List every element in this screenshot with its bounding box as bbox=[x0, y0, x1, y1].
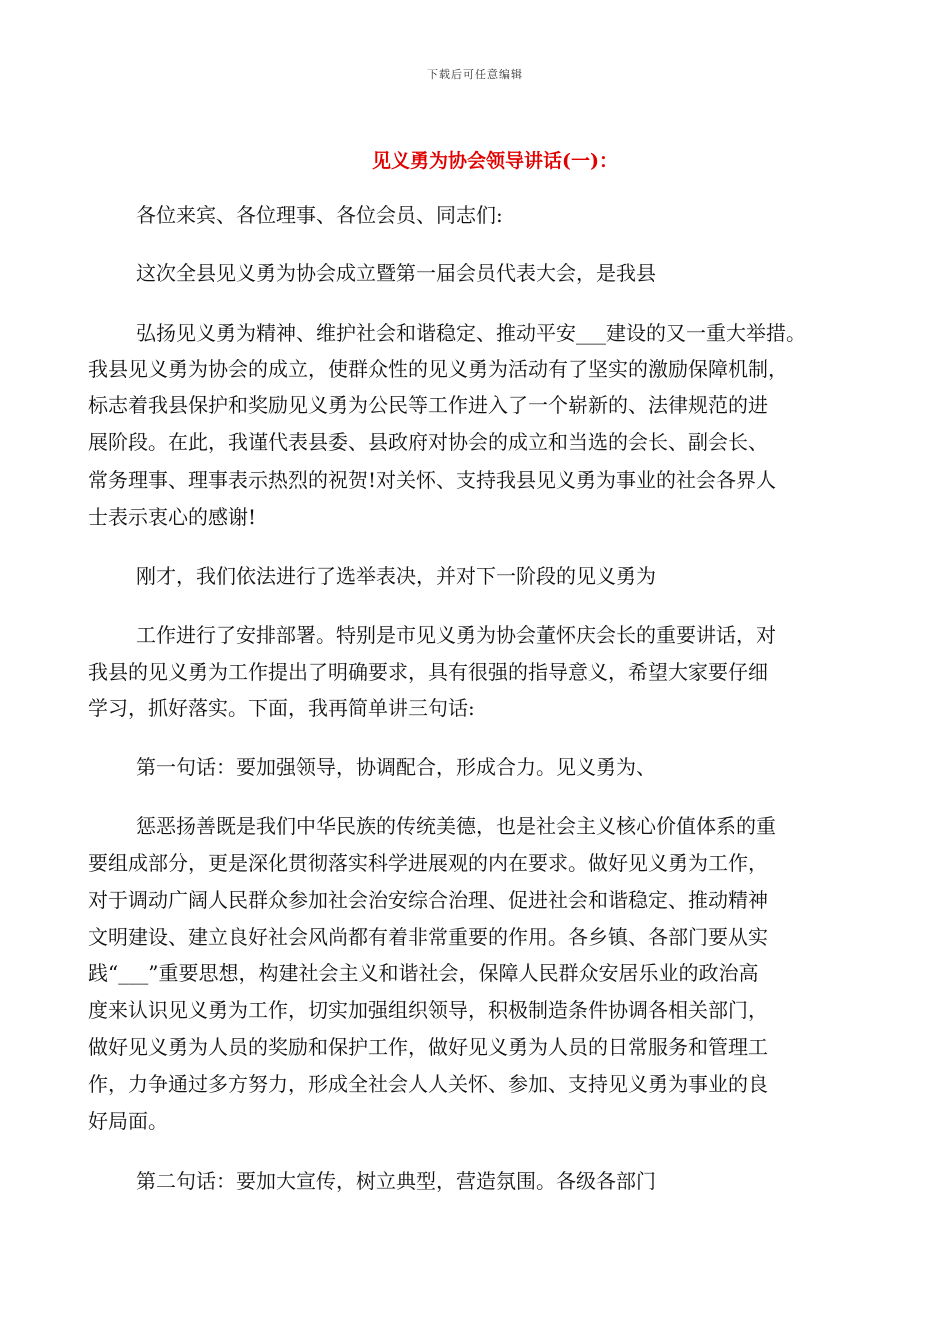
paragraph-6-line: 惩恶扬善既是我们中华民族的传统美德，也是社会主义核心价值体系的重 bbox=[136, 814, 776, 838]
paragraph-2-line: 我县见义勇为协会的成立，使群众性的见义勇为活动有了坚实的激励保障机制， bbox=[88, 357, 788, 381]
paragraph-4-line: 学习，抓好落实。下面，我再简单讲三句话: bbox=[88, 696, 475, 720]
paragraph-2-line: 常务理事、理事表示热烈的祝贺!对关怀、支持我县见义勇为事业的社会各界人 bbox=[88, 468, 777, 492]
paragraph-6-line: 文明建设、建立良好社会风尚都有着非常重要的作用。各乡镇、各部门要从实 bbox=[88, 925, 768, 949]
paragraph-6-line: 作，力争通过多方努力，形成全社会人人关怀、参加、支持见义勇为事业的良 bbox=[88, 1072, 768, 1096]
paragraph-6-line: 度来认识见义勇为工作，切实加强组织领导，积极制造条件协调各相关部门， bbox=[88, 998, 768, 1022]
header-note: 下载后可任意编辑 bbox=[427, 68, 523, 81]
paragraph-4-line: 我县的见义勇为工作提出了明确要求，具有很强的指导意义，希望大家要仔细 bbox=[88, 660, 768, 684]
paragraph-5-line: 第一句话：要加强领导，协调配合，形成合力。见义勇为、 bbox=[136, 755, 656, 779]
paragraph-7-line: 第二句话：要加大宣传，树立典型，营造氛围。各级各部门 bbox=[136, 1169, 656, 1193]
paragraph-6-line: 做好见义勇为人员的奖励和保护工作，做好见义勇为人员的日常服务和管理工 bbox=[88, 1035, 768, 1059]
paragraph-6-line: 好局面。 bbox=[88, 1109, 168, 1133]
paragraph-6-line: 要组成部分，更是深化贯彻落实科学进展观的内在要求。做好见义勇为工作， bbox=[88, 851, 768, 875]
paragraph-4-line: 工作进行了安排部署。特别是市见义勇为协会董怀庆会长的重要讲话，对 bbox=[136, 623, 776, 647]
paragraph-2-line: 士表示衷心的感谢! bbox=[88, 505, 257, 529]
paragraph-6-line: 践“___”重要思想，构建社会主义和谐社会，保障人民群众安居乐业的政治高 bbox=[88, 961, 759, 985]
paragraph-2-line: 弘扬见义勇为精神、维护社会和谐稳定、推动平安___建设的又一重大举措。 bbox=[136, 321, 806, 345]
paragraph-2-line: 展阶段。在此，我谨代表县委、县政府对协会的成立和当选的会长、副会长、 bbox=[88, 430, 768, 454]
paragraph-1-line: 这次全县见义勇为协会成立暨第一届会员代表大会，是我县 bbox=[136, 261, 656, 285]
paragraph-3-line: 刚才，我们依法进行了选举表决，并对下一阶段的见义勇为 bbox=[136, 564, 656, 588]
document-title: 见义勇为协会领导讲话(一)： bbox=[372, 150, 618, 172]
salutation: 各位来宾、各位理事、各位会员、同志们: bbox=[136, 203, 503, 227]
paragraph-6-line: 对于调动广阔人民群众参加社会治安综合治理、促进社会和谐稳定、推动精神 bbox=[88, 888, 768, 912]
paragraph-2-line: 标志着我县保护和奖励见义勇为公民等工作进入了一个崭新的、法律规范的进 bbox=[88, 393, 768, 417]
